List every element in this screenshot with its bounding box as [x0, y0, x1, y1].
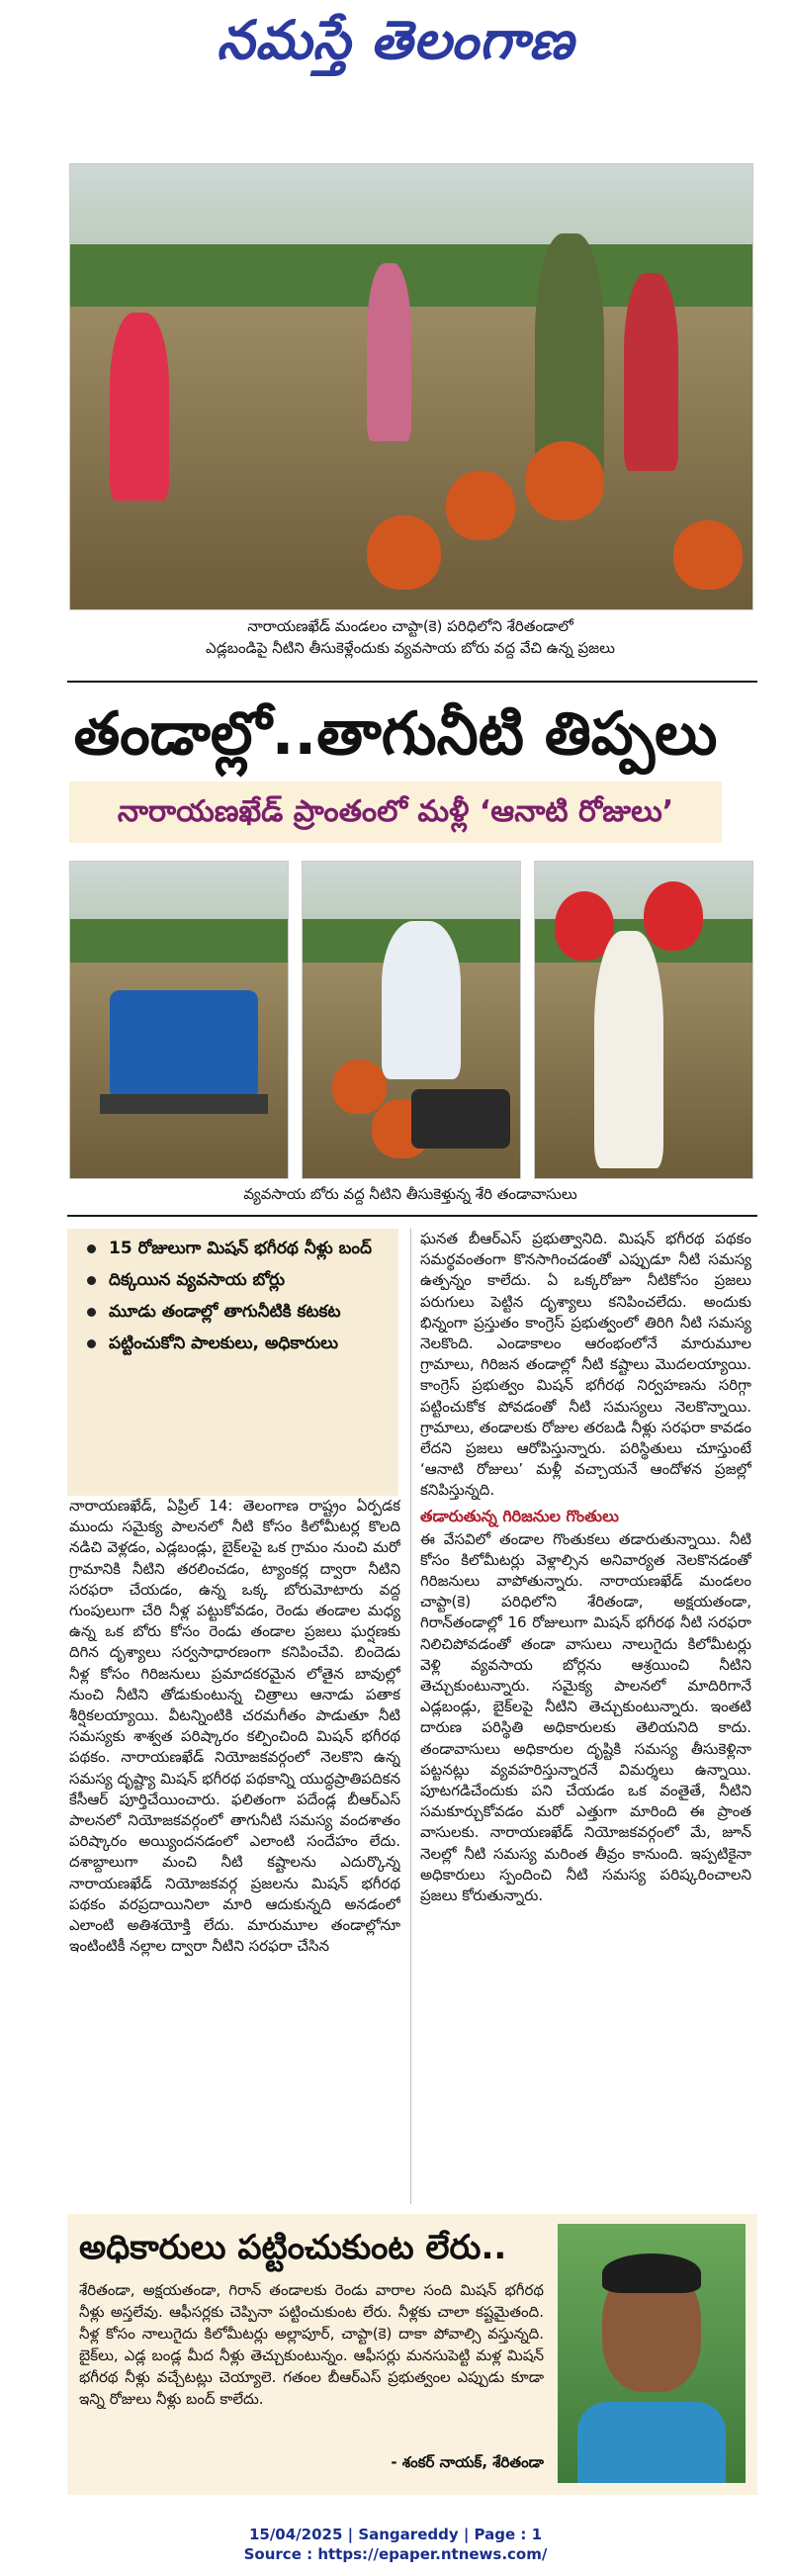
- highlights-box: [67, 1229, 398, 1496]
- quote-box-body: శేరితండా, అక్షయతండా, గిరాన్ తండాలకు రెండు వారాల సంది మిషన్ భగీరథ నీళ్లు అస్తలేవు. ఆఫీసర్లకు చెప్పినా పట్టించుకుంట లేరు. నీళ్లకు చాలా కష్టమైతంది. నీళ్ల కోసం నాలుగైదు కిలోమీటర్లు అల్లాపూర్, చాప్టా(కె) దాకా పోవాల్సి వస్తున్నది. బైక్‌లు, ఎడ్ల బండ్ల మీద నీళ్లు తెచ్చుకుంటున్నం. ఆఫీసర్లు మనసుపెట్టి మళ్ల మిషన్ భగీరథ నీళ్లు వచ్చేటట్లు చెయ్యాలె. గతంల బీఆర్‌ఎస్ ప్రభుత్వంల ఎప్పుడు కూడా ఇన్ని రోజులు నీళ్లు బంద్ కాలేదు.: [79, 2281, 544, 2408]
- portrait-photo: [558, 2224, 746, 2483]
- photo-carrying-pots: [534, 861, 753, 1179]
- top-photo: [69, 163, 753, 610]
- newspaper-masthead: నమస్తే తెలంగాణ: [217, 8, 574, 71]
- highlight-item: పట్టించుకోని పాలకులు, అధికారులు: [81, 1332, 398, 1355]
- article-column-1: [69, 1496, 400, 2204]
- subheadline: నారాయణఖేడ్ ప్రాంతంలో మళ్లీ ‘ఆనాటి రోజులు’: [69, 782, 722, 843]
- highlight-item: 15 రోజులుగా మిషన్ భగీరథ నీళ్లు బంద్: [81, 1237, 398, 1260]
- photo-row-caption: వ్యవసాయ బోరు వద్ద నీటిని తీసుకెళ్తున్న శేరి తండావాసులు: [243, 1185, 577, 1203]
- photo-bike: [302, 861, 521, 1179]
- article-paragraph: ఘనత బీఆర్‌ఎస్ ప్రభుత్వానిది. మిషన్ భగీరథ పథకం సమర్థవంతంగా కొనసాగించడంతో ఎప్పుడూ నీటి సమస్య ఉత్పన్నం కాలేదు. ఏ ఒక్కరోజూ నీటికోసం ప్రజలు పరుగులు పెట్టిన దృశ్యాలు కనిపించలేదు. అందుకు భిన్నంగా ప్రస్తుతం కాంగ్రెస్ ప్రభుత్వంలో తిరిగి నీటి సమస్య నెలకొంది. ఎండాకాలం ఆరంభంలోనే మారుమూల గ్రామాలు, గిరిజన తండాల్లో నీటి కష్టాలు మొదలయ్యాయి. కాంగ్రెస్ ప్రభుత్వం మిషన్ భగీరథ నిర్వహణను సరిగ్గా పట్టించుకోక పోవడంతో నీటి సమస్యలు నెలకొన్నాయి. గ్రామాలు, తండాలకు రోజుల తరబడి నీళ్లు సరఫరా కావడం లేదని ప్రజలు ఆరోపిస్తున్నారు. పరిస్థితులు చూస్తుంటే ‘ఆనాటి రోజులు’ మళ్లీ వచ్చాయనే ఆందోళన ప్రజల్లో కనిపిస్తున్నది.: [420, 1230, 751, 1500]
- highlight-item: దిక్కయిన వ్యవసాయ బోర్లు: [81, 1268, 398, 1292]
- highlight-item: మూడు తండాల్లో తాగునీటికి కటకట: [81, 1300, 398, 1324]
- footer-dateline: 15/04/2025 | Sangareddy | Page : 1: [248, 2526, 543, 2543]
- article-paragraph: నారాయణఖేడ్, ఏప్రిల్ 14: తెలంగాణ రాష్ట్రం ఏర్పడక ముందు సమైక్య పాలనలో నీటి కోసం కిలోమీటర్ల కొలది నడిచి వెళ్లడం, ఎడ్లబండ్లు, బైక్‌లపై ఒక గ్రామం నుంచి మరో గ్రామానికి నీటిని తరలించడం, ట్యాంకర్ల ద్వారా నీటిని సరఫరా చేయడం, ఉన్న ఒక్క బోరుమోటారు వద్ద గుంపులుగా చేరి నీళ్ల పట్టుకోవడం, రెండు తండాల మధ్య ఉన్న ఒక బోరు కోసం రెండు తండాల ప్రజలు ఘర్షణకు దిగిన దృశ్యాలు సర్వసాధారణంగా కనిపించేవి. బిందెడు నీళ్ల కోసం గిరిజనులు ప్రమాదకరమైన లోతైన బావుల్లో నుంచి నీటిని తోడుకుంటున్న చిత్రాలు ఆనాడు పతాక శీర్షికలయ్యాయి. వీటన్నింటికి చరమగీతం పాడుతూ నీటి సమస్యకు శాశ్వత పరిష్కారం కల్పించింది మిషన్ భగీరథ పథకం. నారాయణఖేడ్ నియోజకవర్గంలో నెలకొని ఉన్న సమస్య దృష్ట్యా మిషన్ భగీరథ పథకాన్ని యుద్ధప్రాతిపదికన కేసీఆర్ పూర్తిచేయించారు. ఫలితంగా పదేండ్ల బీఆర్‌ఎస్ పాలనలో నియోజకవర్గంలో తాగునీటి సమస్య వందశాతం పరిష్కారం అయ్యిందనడంలో ఎలాంటి సందేహం లేదు. దశాబ్దాలుగా మంచి నీటి కష్టాలను ఎదుర్కొన్న నారాయణఖేడ్ నియోజకవర్గ ప్రజలను మిషన్ భగీరథ పథకం వరప్రదాయినిలా మారి ఆదుకున్నది అనడంలో ఎలాంటి అతిశయోక్తి లేదు. మారుమూల తండాల్లోనూ ఇంటింటికీ నల్లాల ద్వారా నీటిని సరఫరా చేసిన: [69, 1497, 400, 1956]
- article-paragraph: ఈ వేసవిలో తండాల గొంతుకలు తడారుతున్నాయి. నీటి కోసం కిలోమీటర్లు వెళ్లాల్సిన అనివార్యత నెలకొనడంతో గిరిజనులు వాపోతున్నారు. నారాయణఖేడ్ మండలం చాప్టా(కె) పరిధిలోని శేరితండా, అక్షయతండా, గిరాన్‌తండాల్లో 16 రోజులుగా మిషన్ భగీరథ నీటి సరఫరా నిలిచిపోవడంతో తండా వాసులు నాలుగైదు కిలోమీటర్లు వెళ్లి వ్యవసాయ బోర్లను ఆశ్రయించి నీటిని తెచ్చుకుంటున్నారు. సమైక్య పాలనలో మాదిరిగానే ఎడ్లబండ్లు, బైక్‌లపై నీటిని తెచ్చుకుంటున్నారు. ఇంతటి దారుణ పరిస్థితి అధికారులకు తెలియనిది కాదు. తండావాసులు అధికారుల దృష్టికి సమస్య తీసుకెళ్లినా పట్టనట్లు వ్యవహరిస్తున్నారనే విమర్శలు ఉన్నాయి. పూటగడిచేందుకు పని చేయడం ఒక వంతైతే, నీటిని సమకూర్చుకోవడం మరో ఎత్తుగా మారింది ఈ ప్రాంత వాసులకు. నారాయణఖేడ్ నియోజకవర్గంలో మే, జూన్ నెలల్లో నీటి సమస్య మరింత తీవ్రం కానుంది. ఇప్పటికైనా అధికారులు స్పందించి నీటి సమస్య పరిష్కరించాలని ప్రజలు కోరుతున్నారు.: [420, 1529, 751, 1905]
- quote-box-title: అధికారులు పట్టించుకుంట లేరు..: [79, 2228, 507, 2267]
- page-footer: [0, 2525, 791, 2564]
- photo-tanker: [69, 861, 289, 1179]
- headline: తండాల్లో..తాగునీటి తిప్పలు: [73, 699, 718, 769]
- article-column-2: [420, 1229, 751, 2204]
- section-heading: తడారుతున్న గిరిజనుల గొంతులు: [420, 1506, 619, 1525]
- footer-source: Source : https://epaper.ntnews.com/: [243, 2545, 548, 2563]
- caption-line: ఎడ్లబండిపై నీటిని తీసుకెళ్లేందుకు వ్యవసాయ బోరు వద్ద వేచి ఉన్న ప్రజలు: [206, 639, 615, 657]
- caption-line: నారాయణఖేడ్ మండలం చాప్టా(కె) పరిధిలోని శేరితండాలో: [247, 617, 573, 635]
- top-photo-caption: [69, 615, 751, 659]
- quote-signature: - శంకర్ నాయక్, శేరితండా: [391, 2453, 544, 2471]
